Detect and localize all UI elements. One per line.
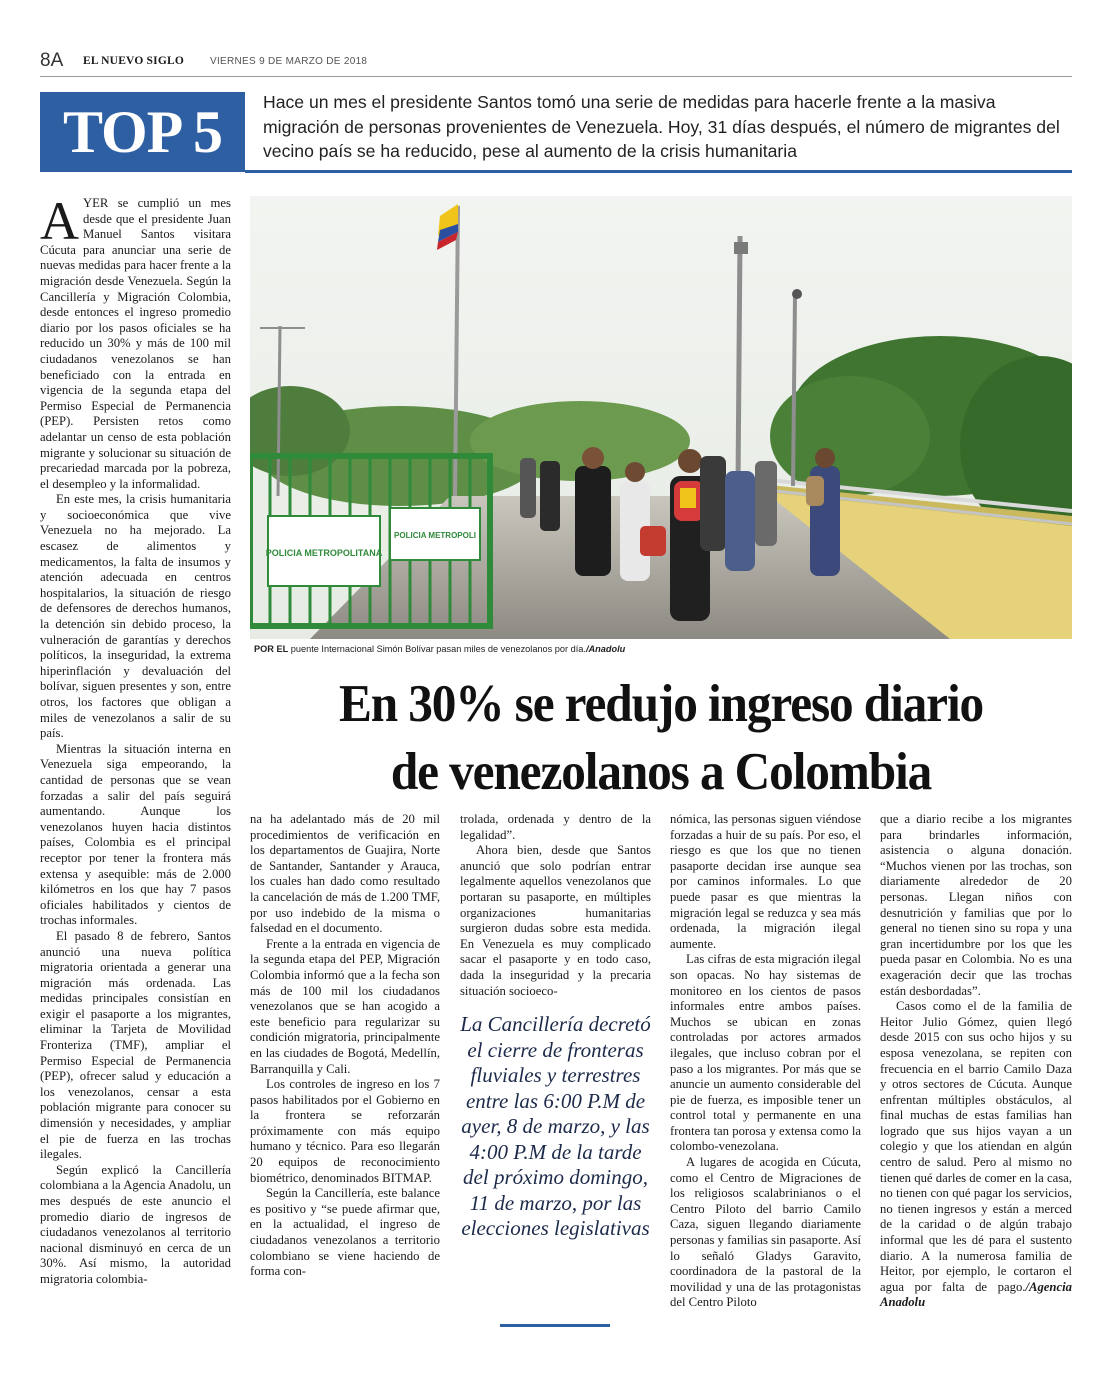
barrier-sign-right: POLICIA METROPOLI <box>394 531 476 540</box>
pull-quote: La Cancillería decretó el cierre de fronteras fluviales y terrestres entre las 6:00 P.M de ayer, 8 de marzo, y las 4:00 P.M de la tarde del próximo domingo, 11 de marzo, por las elecciones legislativas <box>460 1012 651 1240</box>
paragraph-text: YER se cumplió un mes desde que el presidente Juan Manuel Santos visitara Cúcuta para anunciar una serie de nuevas medidas para hacer frente a la migración desde Venezuela. Según la Cancillería y Migración Colombia, desde entonces el ingreso promedio diario por los pasos oficiales se ha reducido un 30% y más de 100 mil ciudadanos venezolanos se han beneficiado con la entrada en vigencia de la segunda etapa del Permiso Especial de Permanencia (PEP). Persisten retos como adelantar un censo de esta población migrante y solucionar su situación de precariedad marcada por la pobreza, el desempleo y la informalidad. <box>40 196 231 491</box>
paragraph <box>880 999 1072 1311</box>
caption-credit: /Anadolu <box>585 644 626 654</box>
article-column-3 <box>460 812 651 999</box>
paragraph: nómica, las personas siguen viéndose forzadas a huir de su país. Por eso, el riesgo es que los que no tienen pasaporte decidan irse aunque sea por caminos informales. Lo que puede pasar es que mientras la migración legal se reduzca y sea más ordenada, la migración ilegal aumente. <box>670 812 861 951</box>
paragraph: que a diario recibe a los migrantes para brindarles información, asistencia o alguna donación. “Muchos vienen por las trochas, son diariamente alrededor de 20 personas. Llegan niños con desnutrición y familias que por lo general no tienen sino su ropa y una gran incertidumbre por los que les pueda pasar en Colombia. No es una exageración decir que las trochas están desbordadas”. <box>880 812 1072 998</box>
paragraph: El pasado 8 de febrero, Santos anunció una nueva política migratoria orientada a generar una migración más ordenada. Las medidas principales consistían en exigir el pasaporte a los migrantes, eliminar la Tarjeta de Movilidad Fronteriza (TMF), ampliar el Permiso Especial de Permanencia (PEP), ofrecer salud y educación a los venezolanos, censar a esta población migrante para conocer su dimensión y necesidades, y ampliar el pie de fuerza en las trochas ilegales. <box>40 928 231 1162</box>
caption-lead: POR EL <box>254 644 289 654</box>
paragraph: Según explicó la Cancillería colombiana a la Agencia Anadolu, un mes después de este anuncio el promedio diario de ingresos de ciudadanos venezolanos al territorio nacional disminuyó en cerca de un 30%. Así mismo, la autoridad migratoria colombia- <box>40 1162 231 1286</box>
end-credit: /Agencia Anadolu <box>880 1279 1072 1310</box>
paragraph: A lugares de acogida en Cúcuta, como el Centro de Migraciones de los religiosos scalabrinianos o el Centro Piloto del barrio Camilo Caza, siguen llegando diariamente personas y familias sin pasaporte. Así lo señaló Gladys Garavito, coordinadora de la pastoral de la movilidad y una de las protagonistas del Centro Piloto <box>670 1155 861 1310</box>
paragraph <box>40 191 231 492</box>
paragraph: trolada, ordenada y dentro de la legalidad”. <box>460 812 651 842</box>
section-label: TOP 5 <box>63 99 222 165</box>
photo-illustration <box>250 196 1072 639</box>
pull-quote-rule <box>500 1324 610 1327</box>
headline <box>279 670 1043 806</box>
paragraph-text: Casos como el de la familia de Heitor Julio Gómez, quien llegó desde 2015 con sus ocho hijos y su esposa venezolana, se repiten con frecuencia en el barrio Camilo Daza y otros sectores de Cúcuta. Aunque enfrentan múltiples obstáculos, al final muchas de estas familias han logrado que sus hijos vayan a un colegio y que los atiendan en algún centro de salud. Pero al mismo no tienen qué darles de comer en la casa, no tienen con qué pagar los servicios, no tienen ingresos y están a merced de la caridad o de algún trabajo informal que les dé para el sustento diario. A la numerosa familia de Heitor, por ejemplo, le cortaron el agua por falta de pago. <box>880 999 1072 1294</box>
publication-date: VIERNES 9 DE MARZO DE 2018 <box>210 56 368 67</box>
article-column-5 <box>880 812 1072 1311</box>
headline-line-1: En 30% se redujo ingreso diario <box>338 675 984 733</box>
paragraph: Mientras la situación interna en Venezuela siga empeorando, la cantidad de personas que se vean forzadas a salir del país seguirá aumentando. Aunque los venezolanos huyen hacia distintos países, Colombia es el principal receptor por tener la frontera más extensa y asequible: más de 2.000 kilómetros en los que hay 7 pasos oficiales habilitados y cientos de trochas informales. <box>40 741 231 928</box>
photo-caption <box>254 644 1074 654</box>
border-bridge-photo <box>250 196 1072 639</box>
publication-name: EL NUEVO SIGLO <box>83 55 184 67</box>
paragraph: Los controles de ingreso en los 7 pasos habilitados por el Gobierno en la frontera se reforzarán próximamente con más equipo humano y técnico. Para eso llegarán 20 equipos de reconocimiento biométrico, denominados BITMAP. <box>250 1077 440 1185</box>
paragraph: Según la Cancillería, este balance es positivo y “se puede afirmar que, en la actualidad, el ingreso de ciudadanos venezolanos a territorio colombiano se viene haciendo de forma con- <box>250 1186 440 1279</box>
intro-rule <box>245 170 1072 173</box>
page-number: 8A <box>40 50 64 71</box>
drop-cap: A <box>40 191 79 251</box>
paragraph: na ha adelantado más de 20 mil procedimientos de verificación en los departamentos de Guajira, Norte de Santander, Santander y Arauca, los cuales han dado como resultado la cancelación de más de 1.200 TMF, por uso indebido de la misma o falsedad en el documento. <box>250 812 440 936</box>
paragraph: En este mes, la crisis humanitaria y socioeconómica que vive Venezuela no ha mejorado. La escasez de alimentos y medicamentos, la falta de insumos y atención adecuada en centros hospitalarios, la situación de riesgo de defensores de derechos humanos, la detención sin debido proceso, la vulneración de garantías y derechos políticos, la inseguridad, la extrema hiperinflación y devaluación del bolívar, siguen presentes y son, entre otros, los factores que obligan a miles de venezolanos a salir de su país. <box>40 492 231 741</box>
article-column-1 <box>40 191 231 1288</box>
barrier-sign-left: POLICIA METROPOLITANA <box>265 548 383 558</box>
section-label-box <box>40 92 245 172</box>
article-column-2 <box>250 812 440 1280</box>
page-header <box>40 44 1072 77</box>
headline-line-2: de venezolanos a Colombia <box>390 743 932 801</box>
paragraph: Ahora bien, desde que Santos anunció que solo podrían entrar legalmente aquellos venezolanos que portaran su pasaporte, en múltiples organizaciones humanitarias surgieron dudas sobre esta medida. En Venezuela es muy complicado sacar el pasaporte y en todo caso, dada la inseguridad y la precaria situación socioeco- <box>460 843 651 998</box>
article-column-4 <box>670 812 861 1311</box>
section-intro: Hace un mes el presidente Santos tomó una serie de medidas para hacerle frente a la masiva migración de personas provenientes de Venezuela. Hoy, 31 días después, el número de migrantes del vecino país se ha reducido, pese al aumento de la crisis humanitaria <box>263 92 1060 161</box>
caption-text: puente Internacional Simón Bolívar pasan miles de venezolanos por día. <box>288 644 586 654</box>
paragraph: Las cifras de esta migración ilegal son opacas. No hay sistemas de monitoreo en los cientos de pasos informales entre ambos países. Muchos se ubican en zonas controladas por actores armados ilegales, que incluso cobran por el paso a los migrantes. Por más que se anuncie un aumento considerable del pie de fuerza, es imposible tener un control total y permanente en una frontera tan porosa y extensa como la colombo-venezolana. <box>670 952 861 1154</box>
paragraph: Frente a la entrada en vigencia de la segunda etapa del PEP, Migración Colombia informó que a la fecha son más de 100 mil los ciudadanos venezolanos que se han acogido a este beneficio para regularizar su condición migratoria, principalmente en las ciudades de Bogotá, Medellín, Barranquilla y Cali. <box>250 936 440 1076</box>
